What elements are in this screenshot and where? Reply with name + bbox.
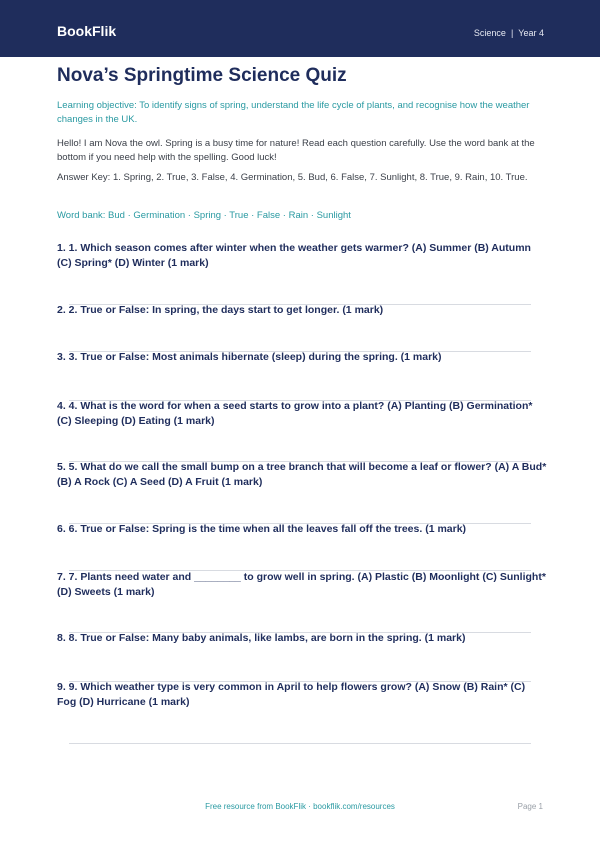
brand-logo[interactable]: BookFlik <box>57 23 117 39</box>
header-meta <box>474 27 544 39</box>
question-1: 1. 1. Which season comes after winter when the weather gets warmer? (A) Summer (B) Autumn (C) Spring* (D) Winter (1 mark) <box>57 242 531 269</box>
subject-label: Science <box>473 28 506 38</box>
header-bar <box>0 0 600 57</box>
question-9: 9. 9. Which weather type is very common in April to help flowers grow? (A) Snow (B) Rain* (C) Fog (D) Hurricane (1 mark) <box>57 681 526 708</box>
question-7: 7. 7. Plants need water and ________ to grow well in spring. (A) Plastic (B) Moonlight (C) Sunlight* (D) Sweets (1 mark) <box>57 571 546 598</box>
intro-text: Hello! I am Nova the owl. Spring is a busy time for nature! Read each question carefully. Use the word bank at the bottom if you need help with the spelling. Good luck! <box>57 138 535 163</box>
page-title: Nova’s Springtime Science Quiz <box>57 65 347 86</box>
year-label: Year 4 <box>518 28 544 38</box>
footer-credit[interactable]: Free resource from BookFlik · bookflik.com/resources <box>205 802 395 811</box>
answer-key: Answer Key: 1. Spring, 2. True, 3. False, 4. Germination, 5. Bud, 6. False, 7. Sunlight, 8. True, 9. Rain, 10. True. <box>57 172 528 183</box>
question-6: 6. 6. True or False: Spring is the time when all the leaves fall off the trees. (1 mark) <box>57 523 467 535</box>
page-number: Page 1 <box>517 802 543 811</box>
question-2: 2. 2. True or False: In spring, the days start to get longer. (1 mark) <box>57 304 384 316</box>
learning-objective: Learning objective: To identify signs of spring, understand the life cycle of plants, and recognise how the weather changes in the UK. <box>57 100 530 125</box>
answer-line <box>69 743 531 744</box>
question-4: 4. 4. What is the word for when a seed starts to grow into a plant? (A) Planting (B) Germination* (C) Sleeping (D) Eating (1 mark) <box>57 400 533 427</box>
word-bank: Word bank: Bud · Germination · Spring · True · False · Rain · Sunlight <box>57 210 351 221</box>
question-3: 3. 3. True or False: Most animals hibernate (sleep) during the spring. (1 mark) <box>57 351 442 363</box>
question-8: 8. 8. True or False: Many baby animals, like lambs, are born in the spring. (1 mark) <box>57 632 466 644</box>
question-5: 5. 5. What do we call the small bump on a tree branch that will become a leaf or flower? (A) A Bud* (B) A Rock (C) A Seed (D) A Fruit (1 mark) <box>57 461 547 488</box>
meta-separator: | <box>510 28 514 38</box>
